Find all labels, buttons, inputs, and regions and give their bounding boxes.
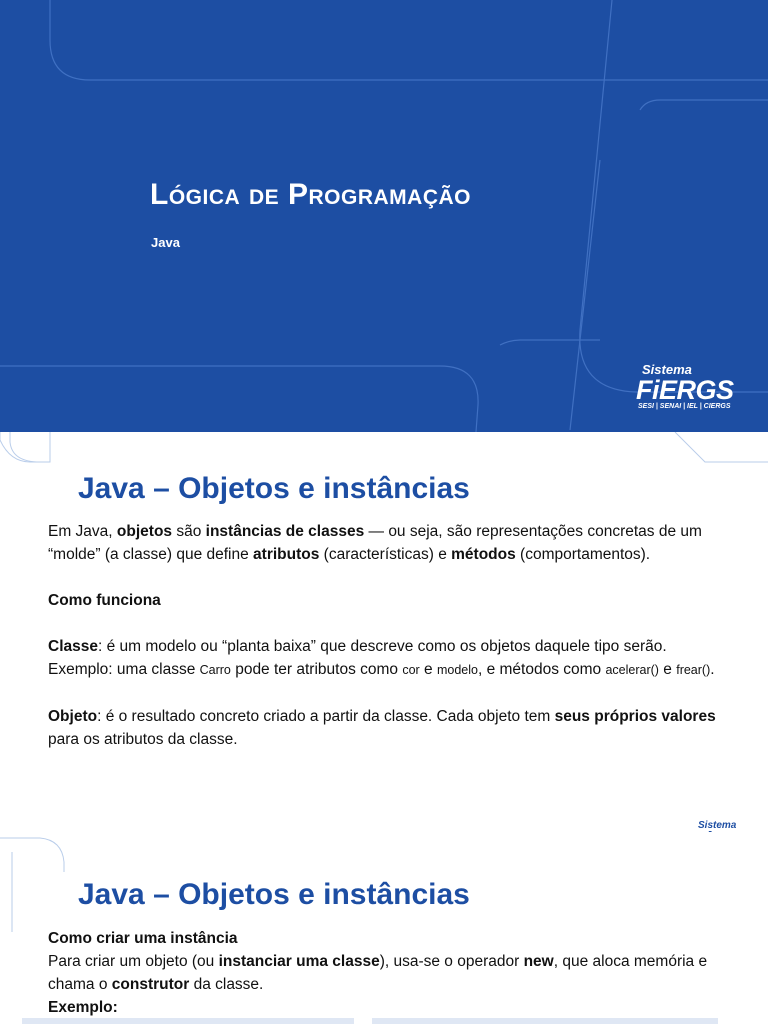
text-run: , e métodos como bbox=[477, 661, 606, 678]
code-run: Carro bbox=[199, 663, 231, 677]
logo-line1: Sistema bbox=[642, 362, 692, 377]
content-slide-instancia bbox=[0, 832, 768, 1024]
fiergs-logo bbox=[636, 362, 734, 410]
instancia-paragraph bbox=[48, 950, 728, 996]
bold-run: Objeto bbox=[48, 708, 98, 725]
text-run: Em Java, bbox=[48, 523, 117, 540]
exemplo-paragraph bbox=[48, 658, 728, 682]
text-run: , que aloca memória e chama o bbox=[48, 953, 708, 993]
exemplo-label bbox=[48, 996, 728, 1019]
classe-paragraph bbox=[48, 635, 728, 658]
text-run: ), usa-se o operador bbox=[379, 953, 524, 970]
text-run: e bbox=[658, 661, 677, 678]
slide-body bbox=[48, 520, 728, 751]
bold-run: Como criar uma instância bbox=[48, 930, 238, 947]
spacer bbox=[48, 682, 728, 705]
bold-run: Classe bbox=[48, 638, 98, 655]
bold-run: seus próprios valores bbox=[554, 708, 716, 725]
text-run: (comportamentos). bbox=[515, 546, 651, 563]
slide-heading: Java – Objetos e instâncias bbox=[78, 472, 470, 505]
text-run: da classe. bbox=[189, 976, 264, 993]
objeto-paragraph bbox=[48, 705, 728, 751]
text-run: são bbox=[172, 523, 206, 540]
bold-run: atributos bbox=[253, 546, 320, 563]
text-run: . bbox=[710, 661, 715, 678]
slide-heading: Java – Objetos e instâncias bbox=[78, 878, 470, 911]
bold-run: new bbox=[523, 953, 554, 970]
logo-line2: FiERGS bbox=[636, 375, 734, 405]
text-run: : é um modelo ou “planta baixa” que descreve como os objetos daquele tipo serão. bbox=[97, 638, 667, 655]
title-slide bbox=[0, 0, 768, 432]
bold-run: objetos bbox=[116, 523, 173, 540]
text-run: Exemplo: uma classe bbox=[48, 661, 200, 678]
code-run: cor bbox=[402, 663, 420, 677]
subheading bbox=[48, 927, 728, 950]
bold-run: métodos bbox=[451, 546, 516, 563]
intro-paragraph bbox=[48, 520, 728, 566]
text-run: pode ter atributos como bbox=[230, 661, 403, 678]
logo-line3: SESI | SENAI | IEL | CIERGS bbox=[638, 403, 731, 410]
text-run: : é o resultado concreto criado a partir da classe. Cada objeto tem bbox=[97, 708, 555, 725]
code-run: modelo bbox=[436, 663, 478, 677]
content-slide-objetos bbox=[0, 432, 768, 832]
text-run: — ou seja, são representações concretas de um “molde” (a classe) que define bbox=[48, 523, 702, 563]
code-block-right bbox=[372, 1018, 718, 1024]
code-run: acelerar() bbox=[605, 663, 659, 677]
como-funciona-heading bbox=[48, 589, 728, 612]
spacer bbox=[48, 612, 728, 635]
text-run: para os atributos da classe. bbox=[48, 731, 238, 748]
bold-run: construtor bbox=[111, 976, 190, 993]
bold-run: instâncias de classes bbox=[205, 523, 365, 540]
code-run: frear() bbox=[676, 663, 711, 677]
bold-run: instanciar uma classe bbox=[218, 953, 380, 970]
bold-run: Como funciona bbox=[48, 592, 161, 609]
text-run: e bbox=[419, 661, 437, 678]
slide-title: Lógica de Programação bbox=[150, 178, 472, 211]
text-run: Para criar um objeto (ou bbox=[48, 953, 219, 970]
text-run: (características) e bbox=[319, 546, 452, 563]
code-block-left bbox=[22, 1018, 354, 1024]
slide-subtitle: Java bbox=[151, 235, 180, 250]
logo-line1: Sistema bbox=[698, 820, 737, 831]
bold-run: Exemplo: bbox=[48, 999, 118, 1016]
spacer bbox=[48, 566, 728, 589]
slide-body bbox=[48, 927, 728, 1019]
